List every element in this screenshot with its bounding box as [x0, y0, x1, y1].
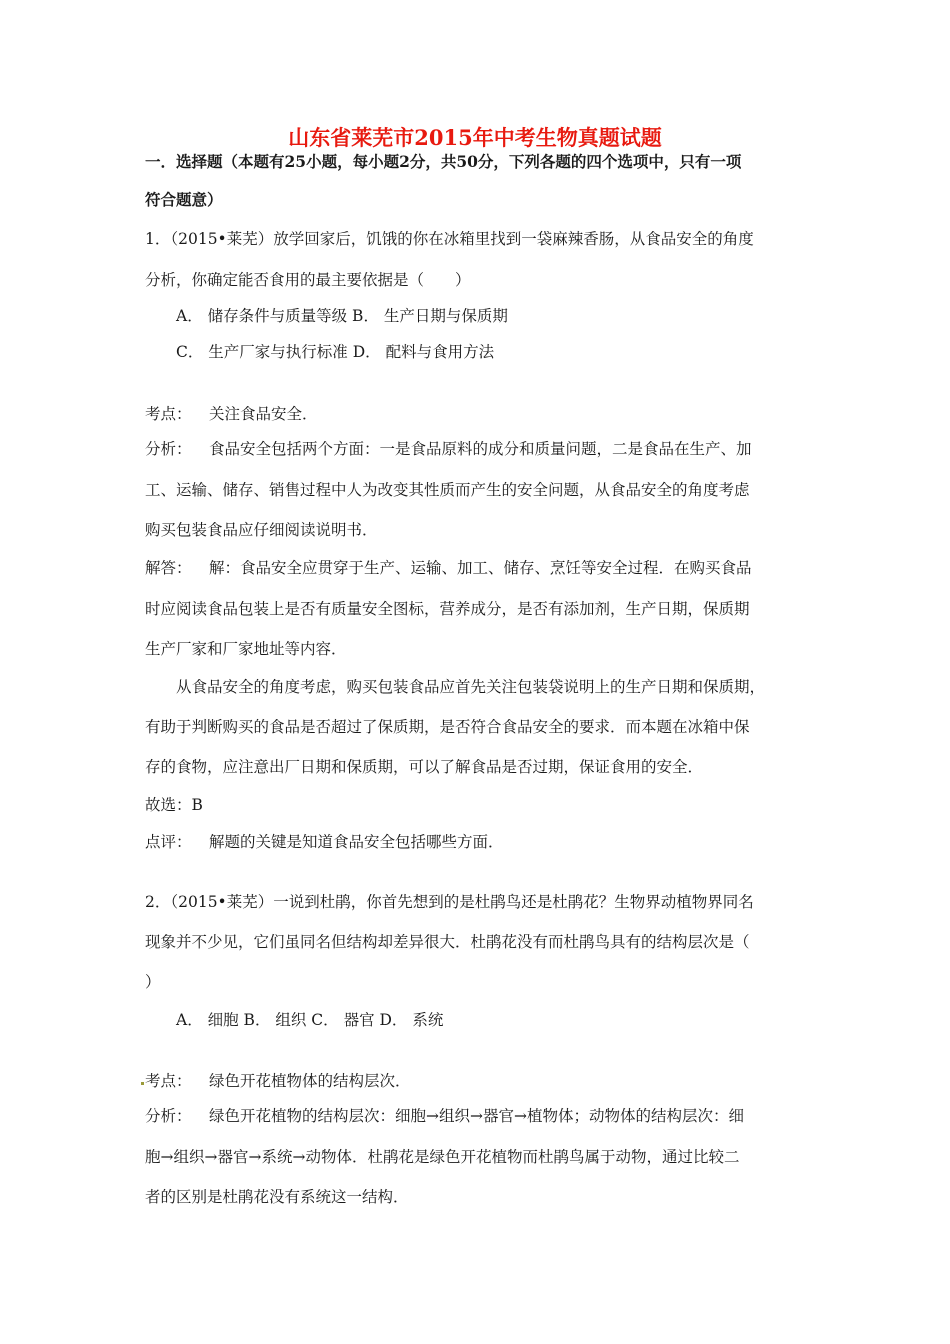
jieda-text: 解：食品安全应贯穿于生产、运输、加工、储存、烹饪等安全过程．在购买食品	[209, 559, 752, 577]
fenxi-text: 食品安全包括两个方面：一是食品原料的成分和质量问题，二是食品在生产、加	[209, 440, 752, 458]
q1-fenxi-line3: 购买包装食品应仔细阅读说明书．	[145, 521, 378, 539]
stray-dot	[141, 1082, 144, 1085]
q2-fenxi	[145, 1106, 744, 1126]
q2-fenxi-line2: 胞→组织→器官→系统→动物体．杜鹃花是绿色开花植物而杜鹃鸟属于动物，通过比较二	[145, 1148, 740, 1166]
fenxi-text: 绿色开花植物的结构层次：细胞→组织→器官→植物体；动物体的结构层次：细	[209, 1107, 744, 1125]
jieda-label: 解答：	[145, 559, 192, 577]
section-heading-cont: 符合题意）	[145, 190, 223, 209]
q1-dianping	[145, 832, 504, 852]
q1-options-cd: C． 生产厂家与执行标准 D． 配料与食用方法	[176, 343, 495, 361]
q1-answer: 故选：B	[145, 796, 203, 814]
q1-jieda	[145, 558, 752, 578]
q1-fenxi	[145, 439, 752, 459]
q2-stem: 2．（2015•莱芜）一说到杜鹃，你首先想到的是杜鹃鸟还是杜鹃花？生物界动植物界同名	[145, 893, 754, 911]
q1-para-line1: 从食品安全的角度考虑，购买包装食品应首先关注包装袋说明上的生产日期和保质期，	[176, 678, 766, 696]
q2-kaodian	[145, 1071, 411, 1091]
kaodian-text: 绿色开花植物体的结构层次．	[209, 1072, 411, 1090]
q1-options-ab: A． 储存条件与质量等级 B． 生产日期与保质期	[176, 307, 508, 325]
dianping-text: 解题的关键是知道食品安全包括哪些方面．	[209, 833, 504, 851]
fenxi-label: 分析：	[145, 440, 192, 458]
page-title: 山东省莱芜市2015年中考生物真题试题	[288, 125, 662, 150]
kaodian-text: 关注食品安全．	[209, 405, 318, 423]
kaodian-label: 考点：	[145, 405, 192, 423]
fenxi-label: 分析：	[145, 1107, 192, 1125]
q1-fenxi-line2: 工、运输、储存、销售过程中人为改变其性质而产生的安全问题，从食品安全的角度考虑	[145, 481, 750, 499]
q1-jieda-line3: 生产厂家和厂家地址等内容．	[145, 640, 347, 658]
q1-jieda-line2: 时应阅读食品包装上是否有质量安全图标，营养成分，是否有添加剂，生产日期，保质期	[145, 600, 750, 618]
dianping-label: 点评：	[145, 833, 192, 851]
kaodian-label: 考点：	[145, 1072, 192, 1090]
q1-stem: 1．（2015•莱芜）放学回家后，饥饿的你在冰箱里找到一袋麻辣香肠，从食品安全的角度	[145, 230, 754, 248]
q2-options: A． 细胞 B． 组织 C． 器官 D． 系统	[176, 1011, 444, 1029]
q2-stem-cont: 现象并不少见，它们虽同名但结构却差异很大．杜鹃花没有而杜鹃鸟具有的结构层次是（	[145, 933, 750, 951]
q1-para-line2: 有助于判断购买的食品是否超过了保质期，是否符合食品安全的要求．而本题在冰箱中保	[145, 718, 750, 736]
q1-para-line3: 存的食物，应注意出厂日期和保质期，可以了解食品是否过期，保证食用的安全．	[145, 758, 704, 776]
q2-fenxi-line3: 者的区别是杜鹃花没有系统这一结构．	[145, 1188, 409, 1206]
q1-stem-cont: 分析，你确定能否食用的最主要依据是（ ）	[145, 271, 471, 289]
q2-stem-end: ）	[145, 973, 161, 991]
section-heading: 一．选择题（本题有25小题，每小题2分，共50分，下列各题的四个选项中，只有一项	[145, 152, 742, 171]
q1-kaodian	[145, 404, 318, 424]
